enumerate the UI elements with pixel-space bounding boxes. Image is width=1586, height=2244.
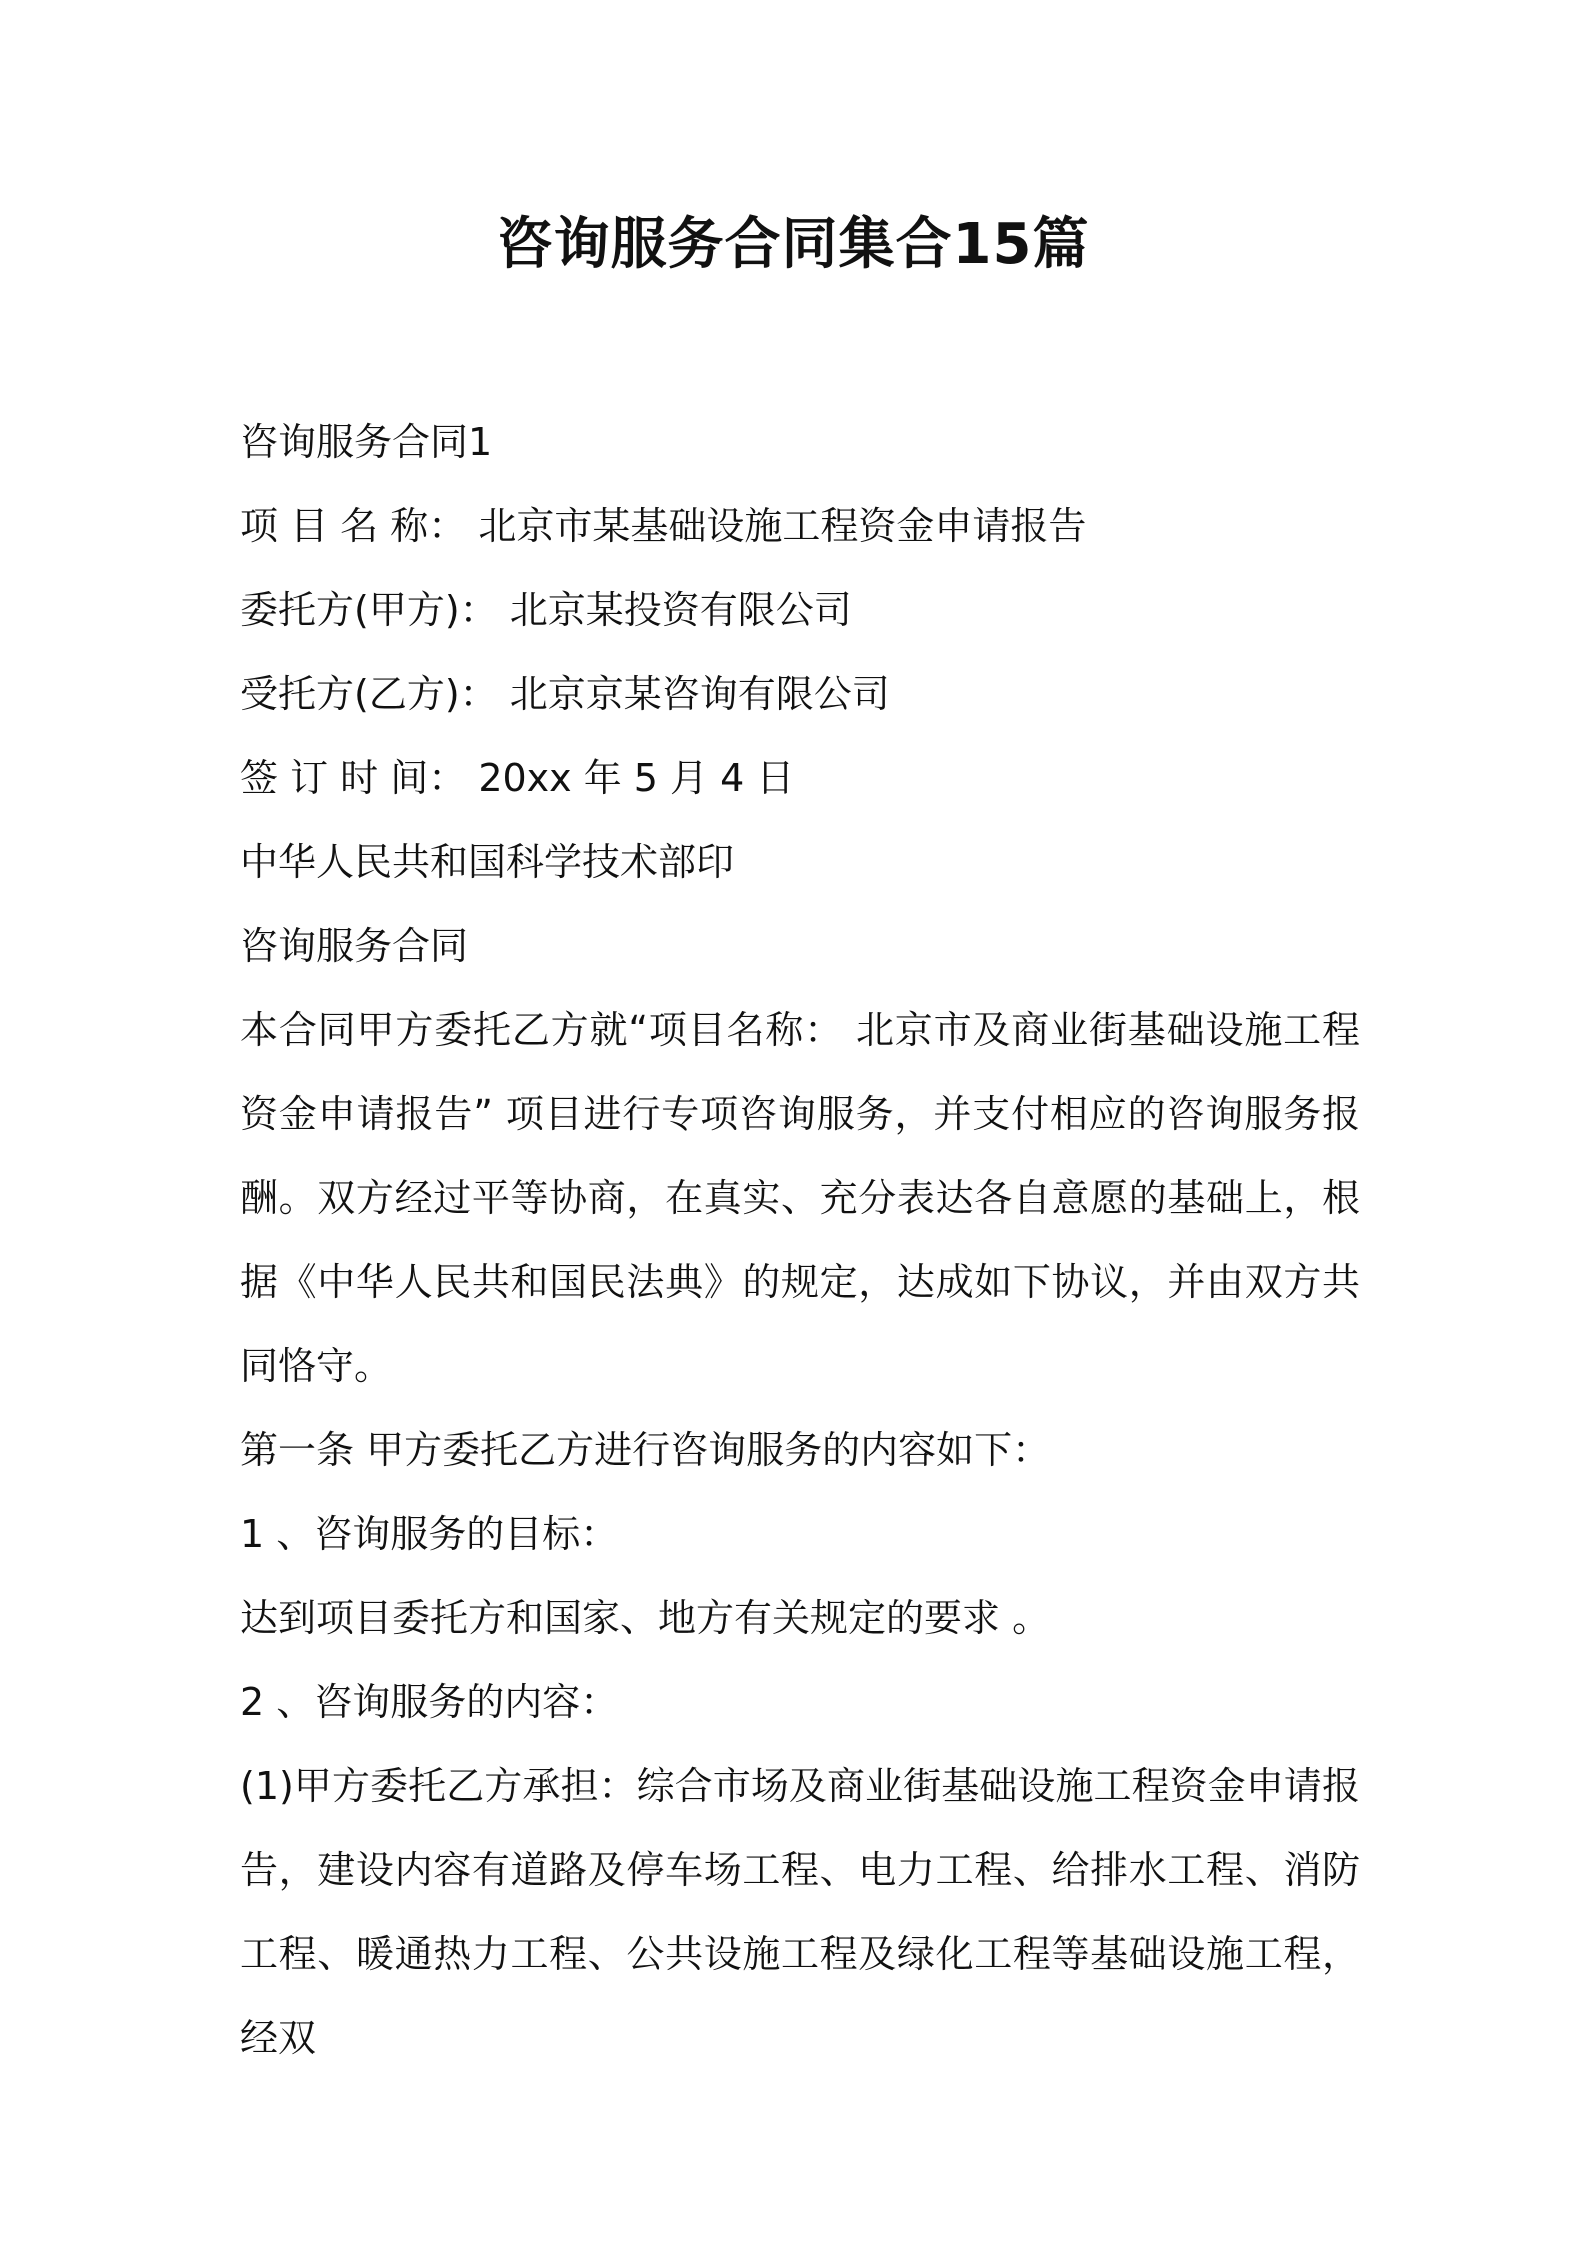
contract-subheading: 咨询服务合同 (240, 924, 469, 968)
item-2-heading: 2 、咨询服务的内容： (240, 1680, 619, 1724)
intro-paragraph: 本合同甲方委托乙方就“项目名称： 北京市及商业街基础设施工程资金申请报告” 项目进行专项咨询服务，并支付相应的咨询服务报酬。双方经过平等协商，在真实、充分表达各自意愿的基础上，根据《中华人民共和国民法典》的规定，达成如下协议，并由双方共同恪守。 (240, 1008, 1360, 1388)
issuer-line: 中华人民共和国科学技术部印 (240, 840, 735, 884)
item-2-paragraph: (1)甲方委托乙方承担：综合市场及商业街基础设施工程资金申请报告，建设内容有道路及停车场工程、电力工程、给排水工程、消防工程、暖通热力工程、公共设施工程及绿化工程等基础设施工程，经双 (240, 1764, 1360, 2060)
document-body (240, 400, 1360, 2080)
item-1-heading: 1 、咨询服务的目标： (240, 1512, 619, 1556)
article-1-heading: 第一条 甲方委托乙方进行咨询服务的内容如下： (240, 1428, 1051, 1472)
project-name-line: 项 目 名 称： 北京市某基础设施工程资金申请报告 (240, 504, 1087, 548)
contractor-line: 受托方(乙方)： 北京京某咨询有限公司 (240, 672, 890, 716)
item-1-text: 达到项目委托方和国家、地方有关规定的要求 。 (240, 1596, 1051, 1640)
contract-heading: 咨询服务合同1 (240, 420, 493, 464)
document-title: 咨询服务合同集合15篇 (496, 212, 1090, 277)
sign-date-line: 签 订 时 间： 20xx 年 5 月 4 日 (240, 756, 795, 800)
client-line: 委托方(甲方)： 北京某投资有限公司 (240, 588, 852, 632)
